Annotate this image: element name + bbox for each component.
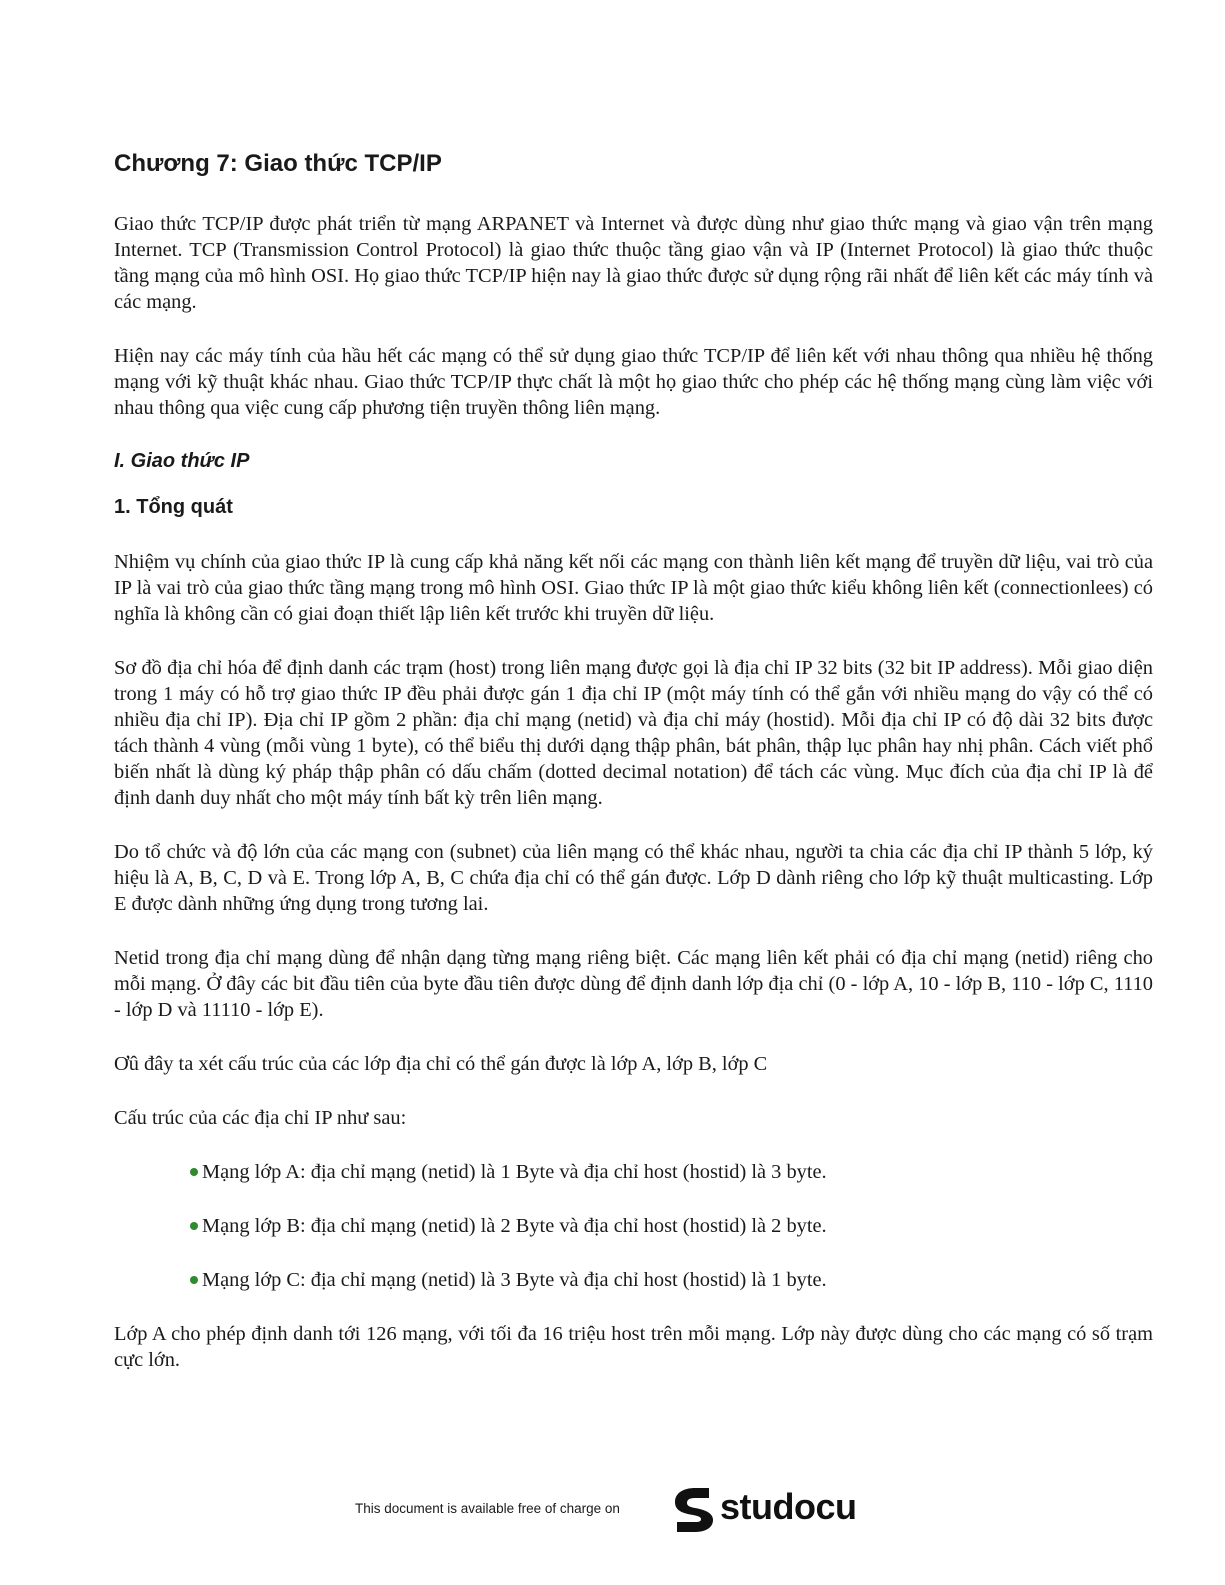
list-item <box>190 1213 1153 1239</box>
chapter-title: Chương 7: Giao thức TCP/IP <box>114 150 442 177</box>
document-page <box>114 150 1153 1401</box>
bullet-dot-icon <box>190 1276 198 1284</box>
closing-paragraph: Lớp A cho phép định danh tới 126 mạng, với tối đa 16 triệu host trên mỗi mạng. Lớp này được dùng cho các mạng có số trạm cực lớn. <box>114 1322 1153 1371</box>
list-item <box>190 1267 1153 1293</box>
bullet-dot-icon <box>190 1168 198 1176</box>
body-paragraph-3: Do tổ chức và độ lớn của các mạng con (subnet) của liên mạng có thể khác nhau, người ta chia các địa chỉ IP thành 5 lớp, ký hiệu là A, B, C, D và E. Trong lớp A, B, C chứa địa chỉ có thể gán được. Lớp D dành riêng cho lớp kỹ thuật multicasting. Lớp E được dành những ứng dụng trong tương lai. <box>114 840 1153 915</box>
ip-class-list <box>114 1159 1153 1293</box>
list-item <box>190 1159 1153 1185</box>
bullet-dot-icon <box>190 1222 198 1230</box>
section-title: I. Giao thức IP <box>114 449 250 472</box>
intro-paragraph-2: Hiện nay các máy tính của hầu hết các mạng có thể sử dụng giao thức TCP/IP để liên kết với nhau thông qua nhiều hệ thống mạng với kỹ thuật khác nhau. Giao thức TCP/IP thực chất là một họ giao thức cho phép các hệ thống mạng cùng làm việc với nhau thông qua việc cung cấp phương tiện truyền thông liên mạng. <box>114 344 1153 419</box>
studocu-logo-text[interactable]: studocu <box>720 1486 857 1527</box>
subsection-title: 1. Tổng quát <box>114 495 233 518</box>
list-item-text: Mạng lớp A: địa chỉ mạng (netid) là 1 Byte và địa chỉ host (hostid) là 3 byte. <box>202 1160 827 1183</box>
list-item-text: Mạng lớp B: địa chỉ mạng (netid) là 2 Byte và địa chỉ host (hostid) là 2 byte. <box>202 1214 827 1237</box>
body-paragraph-4: Netid trong địa chỉ mạng dùng để nhận dạng từng mạng riêng biệt. Các mạng liên kết phải có địa chỉ mạng (netid) riêng cho mỗi mạng. Ở đây các bit đầu tiên của byte đầu tiên được dùng để định danh lớp địa chỉ (0 - lớp A, 10 - lớp B, 110 - lớp C, 1110 - lớp D và 11110 - lớp E). <box>114 946 1153 1021</box>
footer-text: This document is available free of charge on <box>355 1501 620 1516</box>
footer <box>0 1482 1225 1537</box>
studocu-logo-icon[interactable] <box>669 1486 715 1534</box>
body-paragraph-1: Nhiệm vụ chính của giao thức IP là cung cấp khả năng kết nối các mạng con thành liên kết mạng để truyền dữ liệu, vai trò của IP là vai trò của giao thức tầng mạng trong mô hình OSI. Giao thức IP là một giao thức kiểu không liên kết (connectionlees) có nghĩa là không cần có giai đoạn thiết lập liên kết trước khi truyền dữ liệu. <box>114 550 1153 625</box>
list-item-text: Mạng lớp C: địa chỉ mạng (netid) là 3 Byte và địa chỉ host (hostid) là 1 byte. <box>202 1268 827 1291</box>
body-paragraph-6: Cấu trúc của các địa chỉ IP như sau: <box>114 1106 407 1129</box>
body-paragraph-5: Ơû đây ta xét cấu trúc của các lớp địa chỉ có thể gán được là lớp A, lớp B, lớp C <box>114 1052 768 1075</box>
intro-paragraph-1: Giao thức TCP/IP được phát triển từ mạng ARPANET và Internet và được dùng như giao thức mạng và giao vận trên mạng Internet. TCP (Transmission Control Protocol) là giao thức thuộc tầng giao vận và IP (Internet Protocol) là giao thức thuộc tầng mạng của mô hình OSI. Họ giao thức TCP/IP hiện nay là giao thức được sử dụng rộng rãi nhất để liên kết các máy tính và các mạng. <box>114 212 1153 313</box>
body-paragraph-2: Sơ đồ địa chỉ hóa để định danh các trạm (host) trong liên mạng được gọi là địa chỉ IP 32 bits (32 bit IP address). Mỗi giao diện trong 1 máy có hỗ trợ giao thức IP đều phải được gán 1 địa chỉ IP (một máy tính có thể gắn với nhiều mạng do vậy có thể có nhiều địa chỉ IP). Địa chỉ IP gồm 2 phần: địa chỉ mạng (netid) và địa chỉ máy (hostid). Mỗi địa chỉ IP có độ dài 32 bits được tách thành 4 vùng (mỗi vùng 1 byte), có thể biểu thị dưới dạng thập phân, bát phân, thập lục phân hay nhị phân. Cách viết phổ biến nhất là dùng ký pháp thập phân có dấu chấm (dotted decimal notation) để tách các vùng. Mục đích của địa chỉ IP là để định danh duy nhất cho một máy tính bất kỳ trên liên mạng. <box>114 656 1153 809</box>
